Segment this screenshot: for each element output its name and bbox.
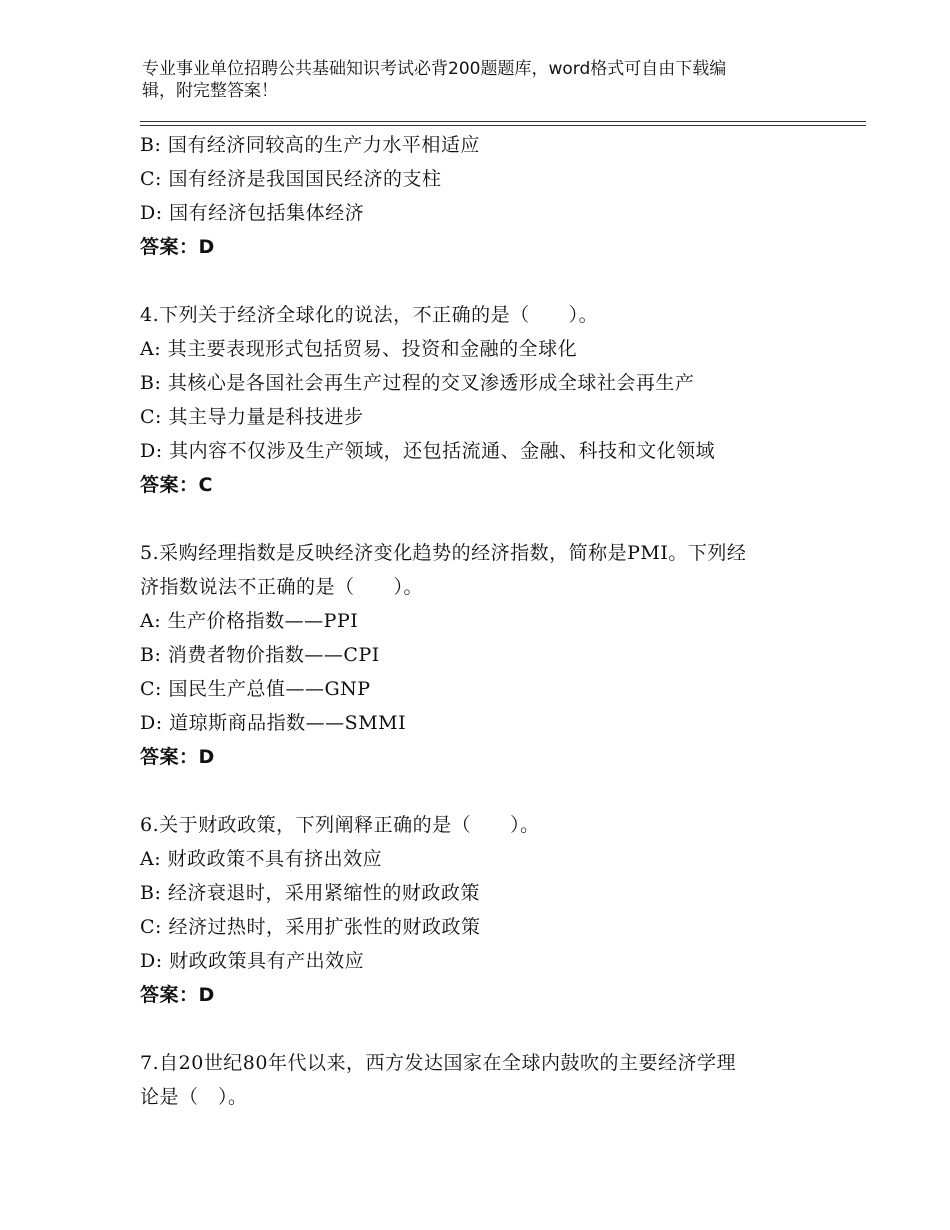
q7-question-line-2: 论是（ ）。 [140,1086,248,1108]
q6-answer: 答案：D [140,984,215,1006]
spacer [140,264,820,298]
q5-option-c: C: 国民生产总值——GNP [140,678,371,700]
q4-answer: 答案：C [140,474,213,496]
q5-option-b: B: 消费者物价指数——CPI [140,644,380,666]
q6-option-c: C: 经济过热时，采用扩张性的财政政策 [140,916,481,938]
q5-question-line-1: 5.采购经理指数是反映经济变化趋势的经济指数，简称是PMI。下列经 [140,542,747,564]
spacer [140,1012,820,1046]
q4-option-b: B: 其核心是各国社会再生产过程的交叉渗透形成全球社会再生产 [140,372,695,394]
q4-option-d: D: 其内容不仅涉及生产领域，还包括流通、金融、科技和文化领域 [140,440,716,462]
question-block-4 [140,298,820,502]
q3-option-d: D: 国有经济包括集体经济 [140,202,365,224]
q4-question: 4.下列关于经济全球化的说法，不正确的是（ ）。 [140,304,599,326]
q6-option-a: A: 财政政策不具有挤出效应 [140,848,383,870]
header-title-line-1: 专业事业单位招聘公共基础知识考试必背200题题库，word格式可自由下载编 [142,59,727,79]
question-block-3 [140,128,820,264]
header-title-line-2: 辑，附完整答案！ [142,81,278,101]
q6-option-d: D: 财政政策具有产出效应 [140,950,365,972]
question-block-7 [140,1046,820,1114]
q3-answer: 答案：D [140,236,215,258]
question-content [140,128,820,1114]
question-block-5 [140,536,820,774]
question-block-6 [140,808,820,1012]
spacer [140,774,820,808]
spacer [140,502,820,536]
q3-option-c: C: 国有经济是我国国民经济的支柱 [140,168,442,190]
q5-option-d: D: 道琼斯商品指数——SMMI [140,712,407,734]
header-divider-bottom [140,125,866,126]
q7-question-line-1: 7.自20世纪80年代以来，西方发达国家在全球内鼓吹的主要经济学理 [140,1052,736,1074]
q5-question-line-2: 济指数说法不正确的是（ ）。 [140,576,424,598]
q6-question: 6.关于财政政策，下列阐释正确的是（ ）。 [140,814,540,836]
page-header [142,58,802,102]
q5-answer: 答案：D [140,746,215,768]
q4-option-c: C: 其主导力量是科技进步 [140,406,364,428]
q5-option-a: A: 生产价格指数——PPI [140,610,359,632]
q3-option-b: B: 国有经济同较高的生产力水平相适应 [140,134,480,156]
header-divider-top [140,121,866,122]
q6-option-b: B: 经济衰退时，采用紧缩性的财政政策 [140,882,480,904]
q4-option-a: A: 其主要表现形式包括贸易、投资和金融的全球化 [140,338,578,360]
